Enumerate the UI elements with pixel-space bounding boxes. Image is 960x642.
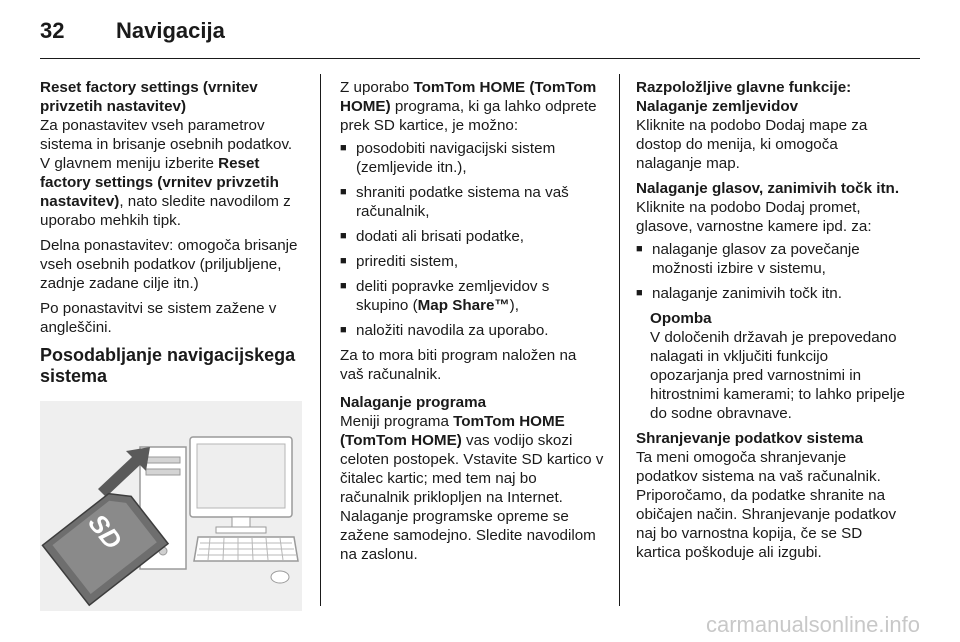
- after-list-text: Za to mora biti program naložen na vaš računalnik.: [340, 347, 577, 383]
- list-item: ■ naložiti navodila za uporabo.: [340, 321, 604, 340]
- mouse-icon: [271, 571, 289, 583]
- tomtom-home-name: TomTom HOME (TomTom HOME): [340, 79, 597, 115]
- list-item: ■ nalaganje zanimivih točk itn.: [636, 284, 906, 303]
- column-divider-1: [320, 74, 321, 606]
- sd-card-computer-illustration: [40, 401, 302, 611]
- tomtom-home-name: TomTom HOME (TomTom HOME): [340, 413, 565, 449]
- list-item: [340, 277, 604, 315]
- text-run: programa, ki ga lahko odprete prek SD kartice, je možno:: [340, 98, 597, 134]
- save-heading: Shranjevanje podatkov sistema: [636, 430, 864, 447]
- text-run: Meniji programa: [340, 413, 454, 430]
- sd-card-label: SD: [82, 508, 129, 556]
- voices-text: Kliknite na podobo Dodaj promet, glasove, varnostne kamere ipd. za:: [636, 199, 872, 235]
- reset-menu-option: Reset factory settings (vrnitev privzetih nastavitev): [40, 155, 279, 210]
- column-1: [40, 78, 304, 611]
- text-run: ),: [509, 297, 519, 314]
- note-box: [636, 309, 906, 423]
- text-run: deliti popravke zemljevidov s skupino (: [356, 278, 550, 314]
- watermark: carmanualsonline.info: [705, 612, 920, 637]
- text-run: Z uporabo: [340, 79, 414, 96]
- text-run: , nato sledite navodilom z uporabo mehkih tipk.: [40, 193, 291, 229]
- page-header: [40, 18, 225, 48]
- list-item: ■ shraniti podatke sistema na vaš računalnik,: [340, 183, 604, 221]
- maps-text: Kliknite na podobo Dodaj mape za dostop do menija, ki omogoča nalaganje map.: [636, 117, 868, 172]
- load-heading: Nalaganje programa: [340, 394, 487, 411]
- main-functions-heading: Razpoložljive glavne funkcije:: [636, 79, 852, 96]
- list-item: ■ prirediti sistem,: [340, 252, 604, 271]
- load-paragraph: [340, 412, 604, 564]
- maps-heading: Nalaganje zemljevidov: [636, 98, 799, 115]
- note-text: V določenih državah je prepovedano nalagati in vključiti funkcijo opozarjanja pred varnostnimi in hitrostnimi kamerami; to lahko pripelje do sodne obravnave.: [650, 329, 905, 422]
- list-item: ■ dodati ali brisati podatke,: [340, 227, 604, 246]
- page-number: 32: [40, 18, 65, 43]
- reset-paragraph-1: [40, 116, 304, 230]
- section-title: Posodabljanje navigacijskega sistema: [40, 345, 296, 386]
- list-item: ■ nalaganje glasov za povečanje možnosti izbire v sistemu,: [636, 240, 906, 278]
- reset-paragraph-3: Po ponastavitvi se sistem zažene v angleščini.: [40, 300, 277, 336]
- reset-paragraph-2: Delna ponastavitev: omogoča brisanje vseh osebnih podatkov (priljubljene, zadnje zadane cilje itn.): [40, 237, 298, 292]
- column-2: [340, 78, 604, 564]
- column-divider-2: [619, 74, 620, 606]
- list-item: ■ posodobiti navigacijski sistem (zemljevide itn.),: [340, 139, 604, 177]
- map-share-name: Map Share™: [417, 297, 510, 314]
- tomtom-intro: [340, 78, 604, 135]
- text-run: vas vodijo skozi celoten postopek. Vstavite SD kartico v čitalec kartic; med tem naj bo računalnik priklopljen na Internet. Nalaganje programske opreme se zažene samodejno. Sledite navodilom na zaslonu.: [340, 432, 604, 563]
- capability-list: [340, 139, 604, 340]
- reset-heading: Reset factory settings (vrnitev privzetih nastavitev): [40, 79, 258, 115]
- page-title: Navigacija: [116, 18, 225, 43]
- save-text: Ta meni omogoča shranjevanje podatkov sistema na vaš računalnik. Priporočamo, da podatke shranite na običajen način. Shranjevanje podatkov naj bo varnostna kopija, če se SD kartica poškoduje ali izgubi.: [636, 449, 897, 561]
- header-divider: [40, 58, 920, 59]
- voices-heading: Nalaganje glasov, zanimivih točk itn.: [636, 180, 900, 197]
- text-run: Za ponastavitev vseh parametrov sistema in brisanje osebnih podatkov. V glavnem meniju izberite: [40, 117, 293, 172]
- column-3: [636, 78, 906, 562]
- note-title: Opomba: [650, 310, 712, 327]
- voices-list: [636, 240, 906, 303]
- sd-card-computer-image: [40, 401, 302, 611]
